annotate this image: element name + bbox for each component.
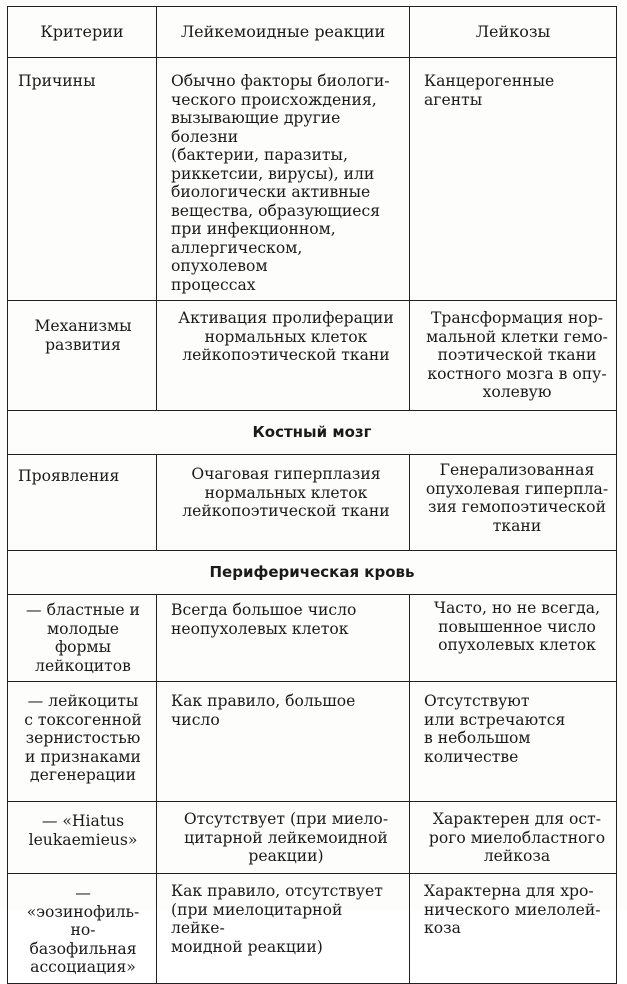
leukemoid-cell: Обычно факторы биологи- ческого происхождения, вызывающие другие болезни (бактерии, паразиты, риккетсии, вирусы), или биологически активные вещества, образующиеся при инфекционном, аллергическом, опухолевом процессах [171, 72, 390, 294]
header-criteria: Критерии [8, 7, 157, 58]
leukoses-cell: Генерализованная опухолевая гиперпла- зия гемопоэтической ткани [425, 461, 609, 535]
leukoses-cell: Характерна для хро- нического миелолей- коза [424, 882, 601, 937]
table-row [8, 58, 617, 301]
leukemoid-cell: Очаговая гиперплазия нормальных клеток лейкопоэтической ткани [182, 465, 390, 520]
leukemoid-cell: Как правило, большое число [171, 692, 356, 729]
criterion-cell: — «Hiatus leukaemieus» [28, 812, 138, 849]
criterion-cell: — «эозинофиль- но-базофильная ассоциация» [26, 884, 140, 976]
leukoses-cell: Характерен для ост- рого миелобластного лейкоза [428, 810, 606, 865]
header-leukemoid: Лейкемоидные реакции [157, 7, 410, 58]
section-bone-marrow: Костный мозг [8, 411, 617, 455]
section-row [8, 411, 617, 455]
table-row [8, 595, 617, 682]
table-row [8, 682, 617, 802]
criterion-cell: — бластные и молодые формы лейкоцитов [26, 601, 140, 675]
leukemoid-cell: Как правило, отсутствует (при миелоцитарной лейке- моидной реакции) [171, 882, 383, 956]
criterion-cell: Проявления [18, 467, 120, 485]
comparison-table [7, 6, 617, 984]
section-row [8, 551, 617, 595]
leukoses-cell: Часто, но не всегда, повышенное число опухолевых клеток [433, 599, 601, 654]
table-row [8, 301, 617, 411]
header-row [8, 7, 617, 58]
header-leukoses: Лейкозы [410, 7, 617, 58]
leukoses-cell: Канцерогенные агенты [424, 72, 555, 109]
table-row [8, 802, 617, 874]
leukemoid-cell: Всегда большое число неопухолевых клеток [171, 601, 357, 638]
criterion-cell: Механизмы развития [34, 317, 132, 354]
criterion-cell: — лейкоциты с токсогенной зернистостью и признаками дегенерации [24, 692, 142, 784]
section-peripheral-blood: Периферическая кровь [8, 551, 617, 595]
leukemoid-cell: Отсутствует (при миело- цитарной лейкемоидной реакции) [183, 810, 389, 865]
leukoses-cell: Отсутствуют или встречаются в небольшом количестве [424, 692, 566, 766]
table-row [8, 455, 617, 551]
leukoses-cell: Трансформация нор- мальной клетки гемо- поэтической ткани костного мозга в опу- холевую [426, 309, 608, 401]
table-row [8, 874, 617, 984]
criterion-cell: Причины [18, 72, 96, 90]
leukemoid-cell: Активация пролиферации нормальных клеток лейкопоэтической ткани [178, 309, 394, 364]
